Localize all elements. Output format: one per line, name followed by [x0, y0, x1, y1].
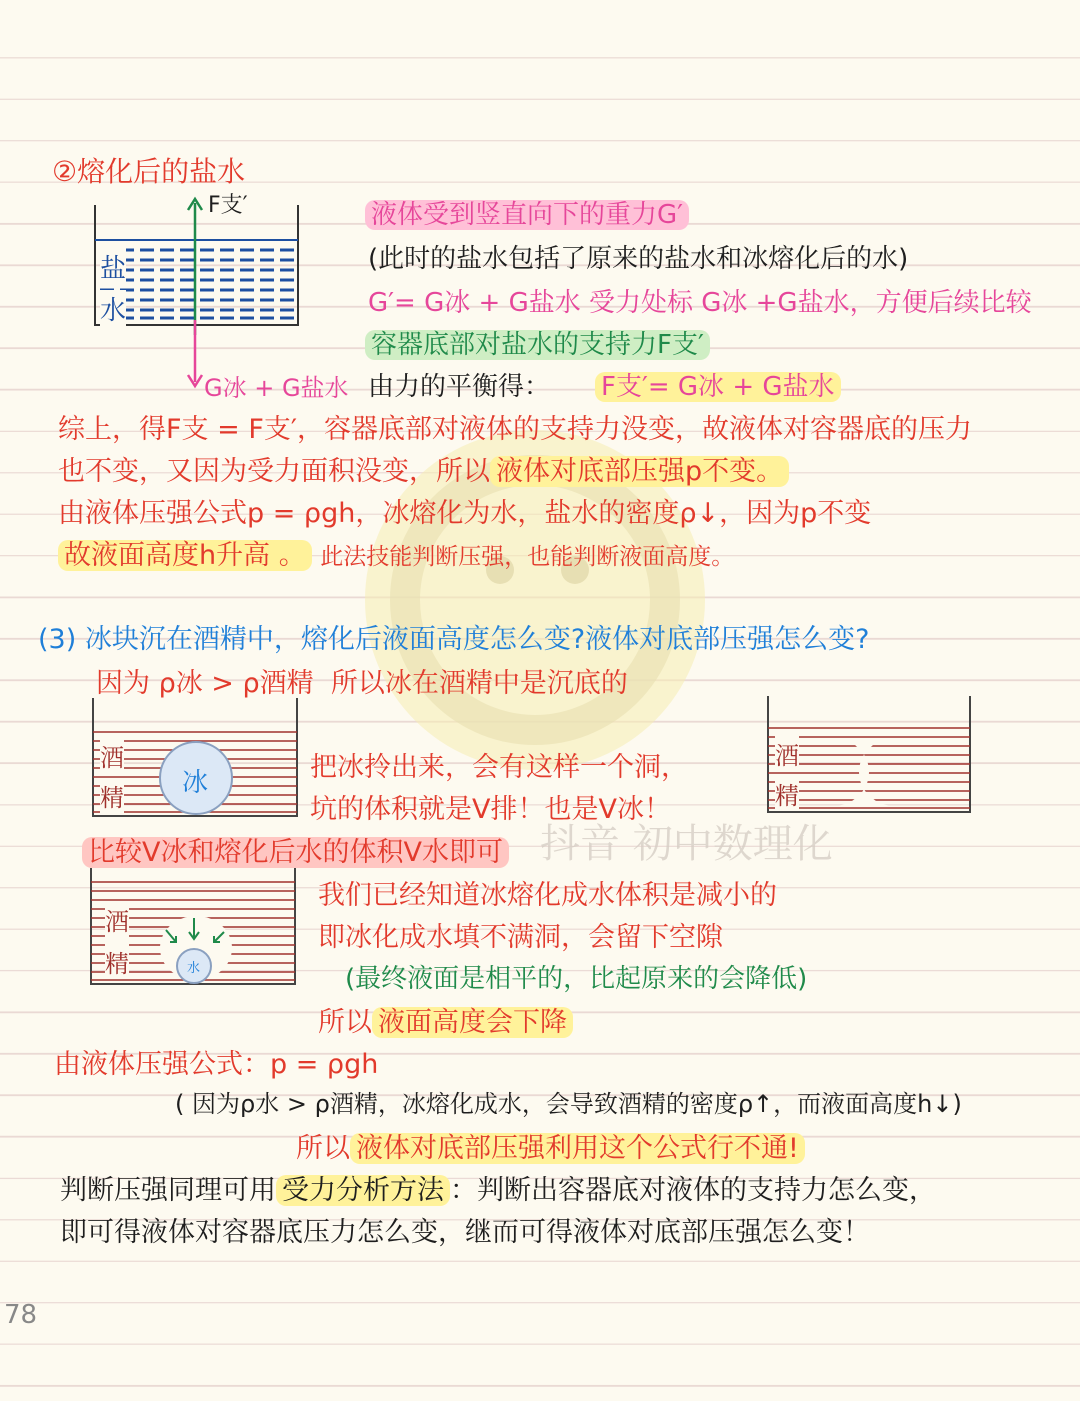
- formula-fail: [296, 1126, 805, 1165]
- conclusion-line-2b: 液体对底部压强p不变。: [490, 456, 789, 487]
- conclusion-line-4b: 此法技能判断压强，也能判断液面高度。: [320, 544, 735, 570]
- support-text: 容器底部对盐水的支持力F支′: [365, 330, 710, 360]
- pressure-formula: 由液体压强公式：p = ρgh: [54, 1049, 379, 1080]
- hole-note-2: 坑的体积就是V排！也是V冰！: [310, 794, 671, 825]
- beaker-label-top: 盐: [100, 248, 126, 285]
- alcohol-label-bottom: 精: [100, 778, 124, 813]
- conclusion-line-3: 由液体压强公式p = ρgh，冰熔化为水，盐水的密度ρ↓，因为p不变: [58, 498, 872, 529]
- density-reason: [96, 661, 628, 700]
- conclusion-line-4: [58, 533, 734, 572]
- final-line-1b: 受力分析方法: [276, 1175, 450, 1206]
- gravity-text: 液体受到竖直向下的重力G′: [365, 200, 689, 230]
- gravity-line: [365, 194, 689, 231]
- watermark-text: 抖音 初中数理化: [540, 821, 833, 867]
- density-reason-a: 因为 ρ冰 > ρ酒精: [96, 668, 314, 699]
- hole-note-1: 把冰拎出来，会有这样一个洞，: [310, 752, 688, 783]
- support-line: [365, 324, 710, 361]
- water-beaker-label-bottom: 精: [105, 944, 129, 979]
- melt-note-2: 即冰化成水填不满洞，会留下空隙: [318, 922, 723, 953]
- water-label: 水: [187, 961, 201, 976]
- hole-label-bottom: 精: [775, 776, 799, 811]
- conclusion-line-2a: 也不变，又因为受力面积没变，所以: [58, 456, 490, 487]
- compare-line: [82, 830, 509, 869]
- hole-label-top: 酒: [775, 736, 799, 771]
- force-arrow-up: [185, 195, 205, 335]
- melt-note-1: 我们已经知道冰熔化成水体积是减小的: [318, 880, 777, 911]
- melt-note-3: (最终液面是相平的，比起原来的会降低): [345, 964, 808, 994]
- balance-formula: [595, 366, 841, 403]
- formula-fail-a: 所以: [296, 1133, 350, 1164]
- conclusion-line-1: 综上，得F支 = F支′，容器底部对液体的支持力没变，故液体对容器底的压力: [58, 414, 972, 445]
- balance-formula-text: F支′= G冰 + G盐水: [595, 372, 841, 402]
- final-line-1: [60, 1168, 936, 1207]
- final-line-2: 即可得液体对容器底压力怎么变，继而可得液体对底部压强怎么变！: [60, 1217, 870, 1248]
- conclusion-line-2: [58, 449, 789, 488]
- final-line-1c: ：判断出容器底对液体的支持力怎么变，: [450, 1175, 936, 1206]
- force-up-label: F支′: [208, 193, 248, 218]
- alcohol-label-top: 酒: [100, 738, 124, 773]
- force-down-label: G冰 + G盐水: [204, 374, 349, 402]
- ice-label: 冰: [182, 768, 209, 798]
- final-line-1a: 判断压强同理可用: [60, 1175, 276, 1206]
- melt-note-4: [318, 1000, 573, 1039]
- pressure-formula-note: ( 因为ρ水 > ρ酒精，冰熔化成水，会导致酒精的密度ρ↑，而液面高度h↓): [175, 1090, 962, 1118]
- melt-note-4a: 所以: [318, 1007, 372, 1038]
- force-arrow-down: [185, 320, 205, 390]
- melt-note-4b: 液面高度会下降: [372, 1007, 573, 1038]
- note-line: (此时的盐水包括了原来的盐水和冰熔化后的水): [368, 244, 909, 274]
- page-number: 78: [4, 1300, 38, 1330]
- density-reason-b: 所以冰在酒精中是沉底的: [330, 668, 628, 699]
- question-3: (3) 冰块沉在酒精中，熔化后液面高度怎么变?液体对底部压强怎么变?: [38, 624, 870, 655]
- section-title: ②熔化后的盐水: [52, 155, 246, 188]
- balance-line: 由力的平衡得：: [368, 372, 551, 402]
- beaker-label-bottom: 水: [100, 290, 126, 327]
- water-beaker-label-top: 酒: [105, 902, 129, 937]
- formula-fail-b: 液体对底部压强利用这个公式行不通!: [350, 1133, 805, 1164]
- compare-text: 比较V冰和熔化后水的体积V水即可: [82, 837, 509, 868]
- conclusion-line-4a: 故液面高度h升高 。: [58, 540, 312, 571]
- gravity-formula: G′= G冰 + G盐水 受力处标 G冰 +G盐水，方便后续比较: [368, 288, 1032, 318]
